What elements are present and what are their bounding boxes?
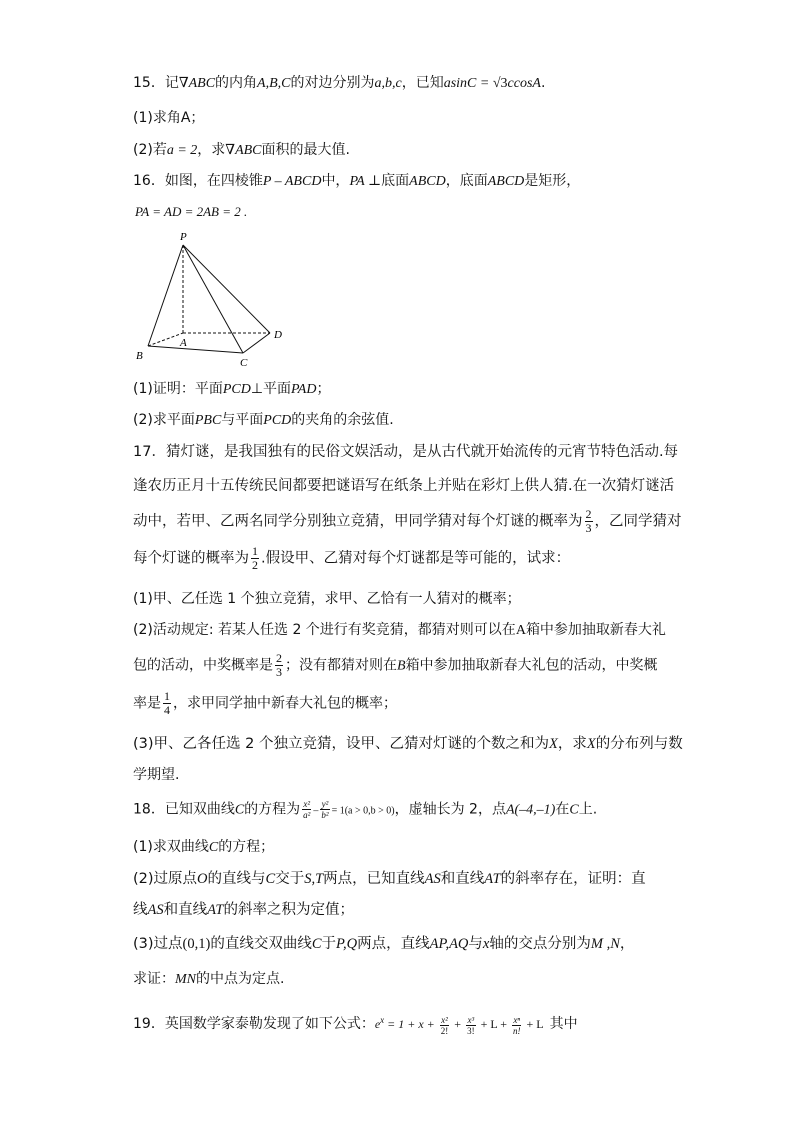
fraction-2-3: $\frac{2}{3}$: [585, 507, 592, 535]
q17-line4: 每个灯谜的概率为 $\frac{1}{2}$ .假设甲、乙猜对每个灯谜都是等可能的，试求：: [133, 544, 571, 572]
q18-part1: (1)求双曲线C的方程；: [133, 839, 275, 855]
q17-line3: 动中，若甲、乙两名同学分别独立竞猜，甲同学猜对每个灯谜的概率为 $\frac{2}{3}$ ，乙同学猜对: [133, 507, 682, 535]
fraction-x2-2: $\frac{\text{x²}}{2!}$: [440, 1014, 449, 1036]
q17-part2-line1: (2)活动规定: 若某人任选 2 个进行有奖竞猜，都猜对则可以在A箱中参加抽取新春大礼: [133, 622, 666, 638]
q16-part2: (2)求平面PBC与平面PCD的夹角的余弦值.: [133, 412, 394, 428]
q17-part1: (1)甲、乙任选 1 个独立竞猜，求甲、乙恰有一人猜对的概率；: [133, 591, 521, 607]
fraction-x2-a2: $\frac{\text{x²}}{\text{a²}}$: [303, 799, 311, 820]
edge-pb: [148, 245, 183, 346]
label-a: A: [180, 337, 187, 349]
q15-stem: 15．记∇ABC的内角A,B,C的对边分别为a,b,c，已知asinC = √3ccosA.: [133, 75, 546, 91]
taylor-formula: $e^x = 1 + x$ + $\frac{\text{x²}}{2!}$ + $\frac{\text{x³}}{3!}$ + L + $\frac{\text{xⁿ}}{n!}$ + L: [374, 1014, 544, 1036]
q16-part1: (1)证明：平面PCD⊥平面PAD；: [133, 381, 331, 397]
fraction-2-3-b: $\frac{2}{3}$: [276, 651, 282, 679]
label-p: P: [180, 231, 187, 243]
fraction-1-4: $\frac{1}{4}$: [164, 689, 170, 717]
edge-pc: [183, 245, 243, 353]
q17-part2-line2: 包的活动，中奖概率是 $\frac{2}{3}$ ；没有都猜对则在B箱中参加抽取新春大礼包的活动，中奖概: [133, 651, 658, 679]
edge-cd: [243, 333, 270, 353]
q17-line2: 逢农历正月十五传统民间都要把谜语写在纸条上并贴在彩灯上供人猜.在一次猜灯谜活: [133, 478, 675, 494]
q18-stem: 18．已知双曲线C的方程为 $\frac{\text{x²}}{\text{a²}}$ – $\frac{\text{y²}}{\text{b²}}$ = 1(a > 0,b > 0)，虚轴长为 2，点A(–4,–1)在C上.: [133, 799, 598, 820]
q17-part2-line3: 率是 $\frac{1}{4}$ ，求甲同学抽中新春大礼包的概率；: [133, 689, 397, 717]
q18-part2-line2: 线AS和直线AT的斜率之积为定值；: [133, 902, 354, 918]
fraction-1-2: $\frac{1}{2}$: [252, 544, 258, 572]
q19-stem: 19．英国数学家泰勒发现了如下公式：$e^x = 1 + x$ + $\frac{\text{x²}}{2!}$ + $\frac{\text{x³}}{3!}$ + L + $\frac{\text{xⁿ}}{n!}$ + L 其中: [133, 1014, 578, 1036]
label-d: D: [274, 329, 282, 341]
q17-line1: 17．猜灯谜，是我国独有的民俗文娱活动，是从古代就开始流传的元宵节特色活动.每: [133, 444, 679, 460]
fraction-y2-b2: $\frac{\text{y²}}{\text{b²}}$: [321, 799, 329, 820]
pyramid-figure: [130, 228, 290, 370]
q18-part3-line1: (3)过点(0,1)的直线交双曲线C于P,Q两点，直线AP,AQ与x轴的交点分别为M ,N，: [133, 936, 635, 952]
edge-bc: [148, 346, 243, 353]
q16-given: PA = AD = 2AB = 2 .: [135, 204, 248, 219]
fraction-x3-3: $\frac{\text{x³}}{3!}$: [467, 1014, 475, 1036]
label-b: B: [136, 350, 143, 362]
q18-part3-line2: 求证：MN的中点为定点.: [133, 971, 285, 987]
fraction-xn-n: $\frac{\text{xⁿ}}{n!}$: [512, 1014, 521, 1036]
q15-part2: (2)若a = 2，求∇ABC面积的最大值.: [133, 142, 350, 158]
edge-ba: [148, 333, 183, 346]
edge-pd: [183, 245, 270, 333]
label-c: C: [240, 357, 248, 369]
q17-part3-line1: (3)甲、乙各任选 2 个独立竞猜，设甲、乙猜对灯谜的个数之和为X，求X的分布列与数: [133, 736, 683, 752]
q17-part3-line2: 学期望.: [133, 767, 180, 783]
q15-part1: (1)求角A；: [133, 110, 205, 126]
q18-part2-line1: (2)过原点O的直线与C交于S,T两点，已知直线AS和直线AT的斜率存在，证明：直: [133, 871, 646, 887]
q16-stem: 16．如图，在四棱锥P – ABCD中，PA ⊥底面ABCD，底面ABCD是矩形，: [133, 173, 581, 189]
